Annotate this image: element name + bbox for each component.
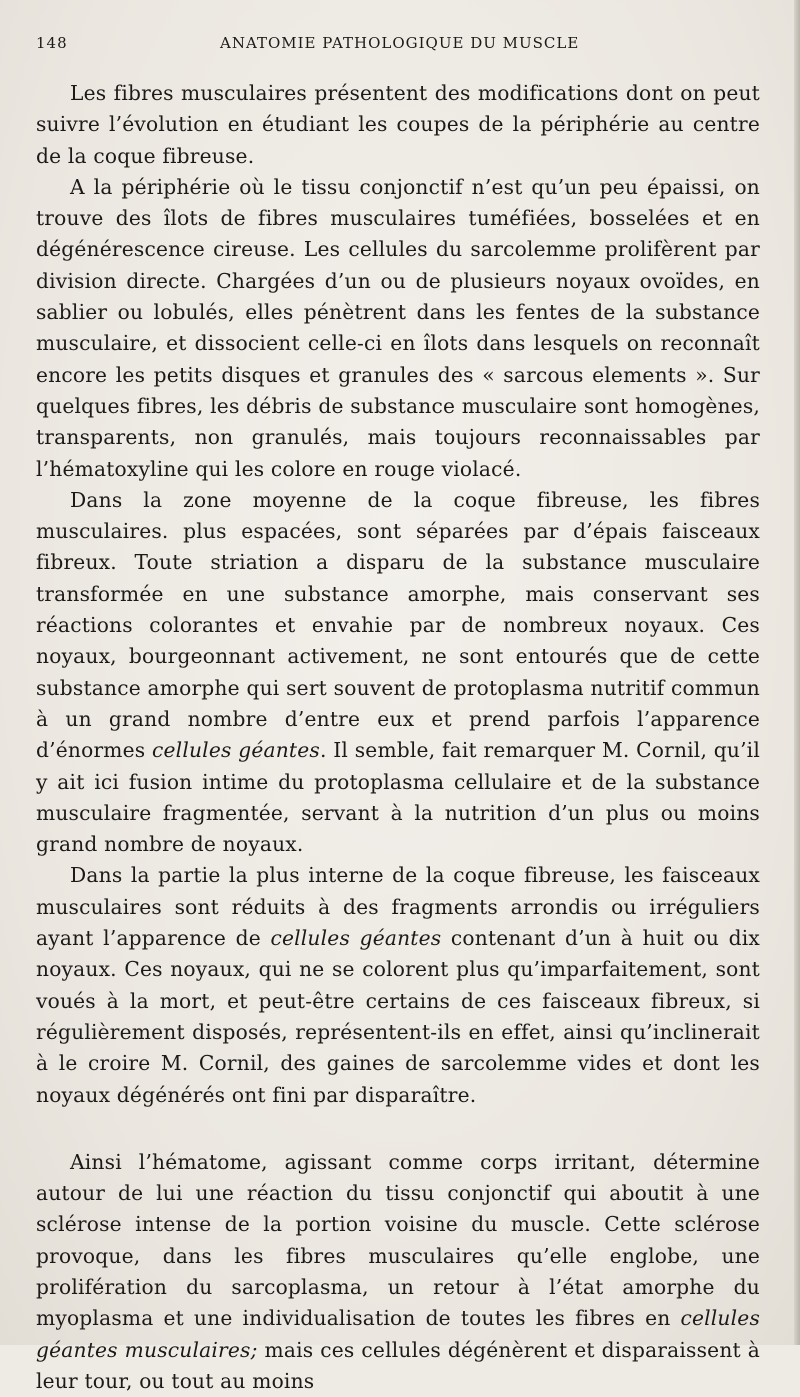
paragraph-4-italic: cellules géantes	[270, 926, 442, 951]
paragraph-1-text: Les fibres musculaires présentent des modifications dont on peut suivre l’évolution en étudiant les coupes de la périphérie au centre de la coque fibreuse.	[36, 81, 760, 168]
paragraph-2-text: A la périphérie où le tissu conjonctif n’est qu’un peu épaissi, on trouve des îlots de fibres musculaires tuméfiées, bosselées et en dégénérescence cireuse. Les cellules du sarcolemme prolifèrent par division directe. Chargées d’un ou de plusieurs noyaux ovoïdes, en sablier ou lobulés, elles pénètrent dans les fentes de la substance musculaire, et dissocient celle-ci en îlots dans lesquels on reconnaît encore les petits disques et granules des « sarcous elements ». Sur quelques fibres, les débris de substance musculaire sont homogènes, transparents, non granulés, mais toujours reconnaissables par l’hématoxyline qui les colore en rouge violacé.	[36, 174, 760, 481]
paragraph-4	[36, 860, 760, 1110]
paragraph-3-italic: cellules géantes	[152, 738, 320, 763]
page-number: 148	[36, 34, 68, 52]
paragraph-5	[36, 1147, 760, 1397]
paragraph-5-italic: cellules géantes musculaires;	[36, 1306, 760, 1362]
paragraph-5-text-2: mais ces cellules dégénèrent et disparaissent à leur tour, ou tout au moins	[36, 1337, 761, 1393]
page-edge-shadow	[794, 0, 800, 1345]
paragraph-1	[36, 78, 760, 172]
paragraph-2	[36, 172, 760, 485]
section-gap	[36, 1111, 760, 1147]
paragraph-3	[36, 485, 760, 861]
body-text	[36, 78, 760, 1397]
page-header	[36, 34, 760, 62]
paragraph-5-text-1: Ainsi l’hématome, agissant comme corps irritant, détermine autour de lui une réaction du tissu conjonctif qui aboutit à une sclérose intense de la portion voisine du muscle. Cette sclérose provoque, dans les fibres musculaires qu’elle englobe, une prolifération du sarcoplasma, un retour à l’état amorphe du myoplasma et une individualisation de toutes les fibres en	[36, 1149, 760, 1331]
paragraph-3-text-1: Dans la zone moyenne de la coque fibreuse, les fibres musculaires. plus espacées, sont séparées par d’épais faisceaux fibreux. Toute striation a disparu de la substance musculaire transformée en une substance amorphe, mais conservant ses réactions colorantes et envahie par de nombreux noyaux. Ces noyaux, bourgeonnant activement, ne sont entourés que de cette substance amorphe qui sert souvent de protoplasma nutritif commun à un grand nombre d’entre eux et prend parfois l’apparence d’énormes	[36, 487, 760, 763]
paragraph-4-text-1: Dans la partie la plus interne de la coque fibreuse, les faisceaux musculaires sont réduits à des fragments arrondis ou irréguliers ayant l’apparence de	[36, 863, 760, 951]
running-title: ANATOMIE PATHOLOGIQUE DU MUSCLE	[220, 34, 580, 52]
paragraph-4-text-2: contenant d’un à huit ou dix noyaux. Ces noyaux, qui ne se colorent plus qu’imparfaitement, sont voués à la mort, et peut-être certains de ces faisceaux fibreux, si régulièrement disposés, représentent-ils en effet, ainsi qu’inclinerait à le croire M. Cornil, des gaines de sarcolemme vides et dont les noyaux dégénérés ont fini par disparaître.	[36, 926, 760, 1107]
paragraph-3-text-2: . Il semble, fait remarquer M. Cornil, qu’il y ait ici fusion intime du protoplasma cellulaire et de la substance musculaire fragmentée, servant à la nutrition d’un plus ou moins grand nombre de noyaux.	[36, 738, 760, 857]
